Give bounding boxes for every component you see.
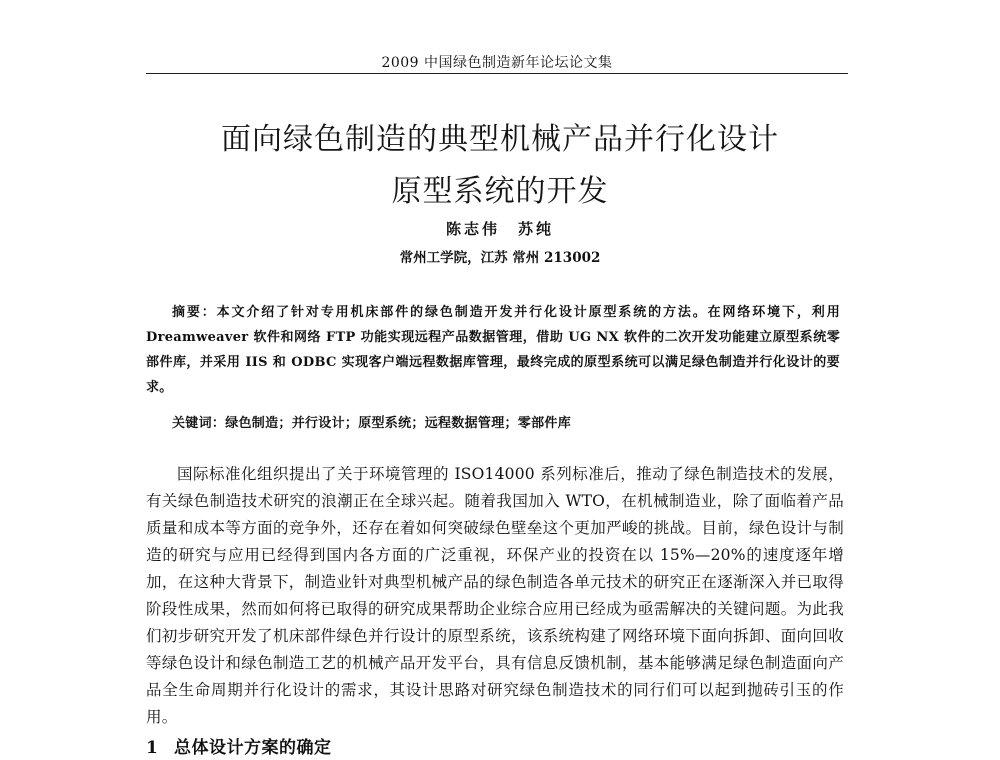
author-affiliation: 常州工学院，江苏 常州 213002 xyxy=(399,250,601,266)
section-heading xyxy=(146,733,332,758)
abstract-label: 摘要： xyxy=(172,305,217,320)
keywords-text: 绿色制造；并行设计；原型系统；远程数据管理；零部件库 xyxy=(225,416,572,431)
section-number: 1 xyxy=(146,738,159,758)
running-header: 2009 中国绿色制造新年论坛论文集 xyxy=(381,55,613,71)
keywords-label: 关键词： xyxy=(172,416,226,431)
header-rule xyxy=(146,73,848,74)
paper-title-line-1: 面向绿色制造的典型机械产品并行化设计 xyxy=(221,122,779,157)
abstract-text: 本文介绍了针对专用机床部件的绿色制造开发并行化设计原型系统的方法。在网络环境下，利用 Dreamweaver 软件和网络 FTP 功能实现远程产品数据管理，借助 UG NX 软件的二次开发功能建立原型系统零部件库，并采用 IIS 和 ODBC 实现客户端远程数据库管理，最终完成的原型系统可以满足绿色制造并行化设计的要求。 xyxy=(146,305,840,395)
paper-title-line-2: 原型系统的开发 xyxy=(391,174,609,209)
abstract-block xyxy=(146,300,840,400)
keywords-block xyxy=(172,411,842,436)
section-title: 总体设计方案的确定 xyxy=(174,738,332,758)
body-paragraph: 国际标准化组织提出了关于环境管理的 ISO14000 系列标准后，推动了绿色制造技术的发展，有关绿色制造技术研究的浪潮正在全球兴起。随着我国加入 WTO，在机械制造业，除了面临着产品质量和成本等方面的竞争外，还存在着如何突破绿色壁垒这个更加严峻的挑战。目前，绿色设计与制造的研究与应用已经得到国内各方面的广泛重视，环保产业的投资在以 15%—20%的速度逐年增加，在这种大背景下，制造业针对典型机械产品的绿色制造各单元技术的研究正在逐渐深入并已取得阶段性成果，然而如何将已取得的研究成果帮助企业综合应用已经成为亟需解决的关键问题。为此我们初步研究开发了机床部件绿色并行设计的原型系统，该系统构建了网络环境下面向拆卸、面向回收等绿色设计和绿色制造工艺的机械产品开发平台，具有信息反馈机制，基本能够满足绿色制造面向产品全生命周期并行化设计的需求，其设计思路对研究绿色制造技术的同行们可以起到抛砖引玉的作用。 xyxy=(146,465,844,726)
author-names: 陈志伟 苏纯 xyxy=(445,220,554,238)
